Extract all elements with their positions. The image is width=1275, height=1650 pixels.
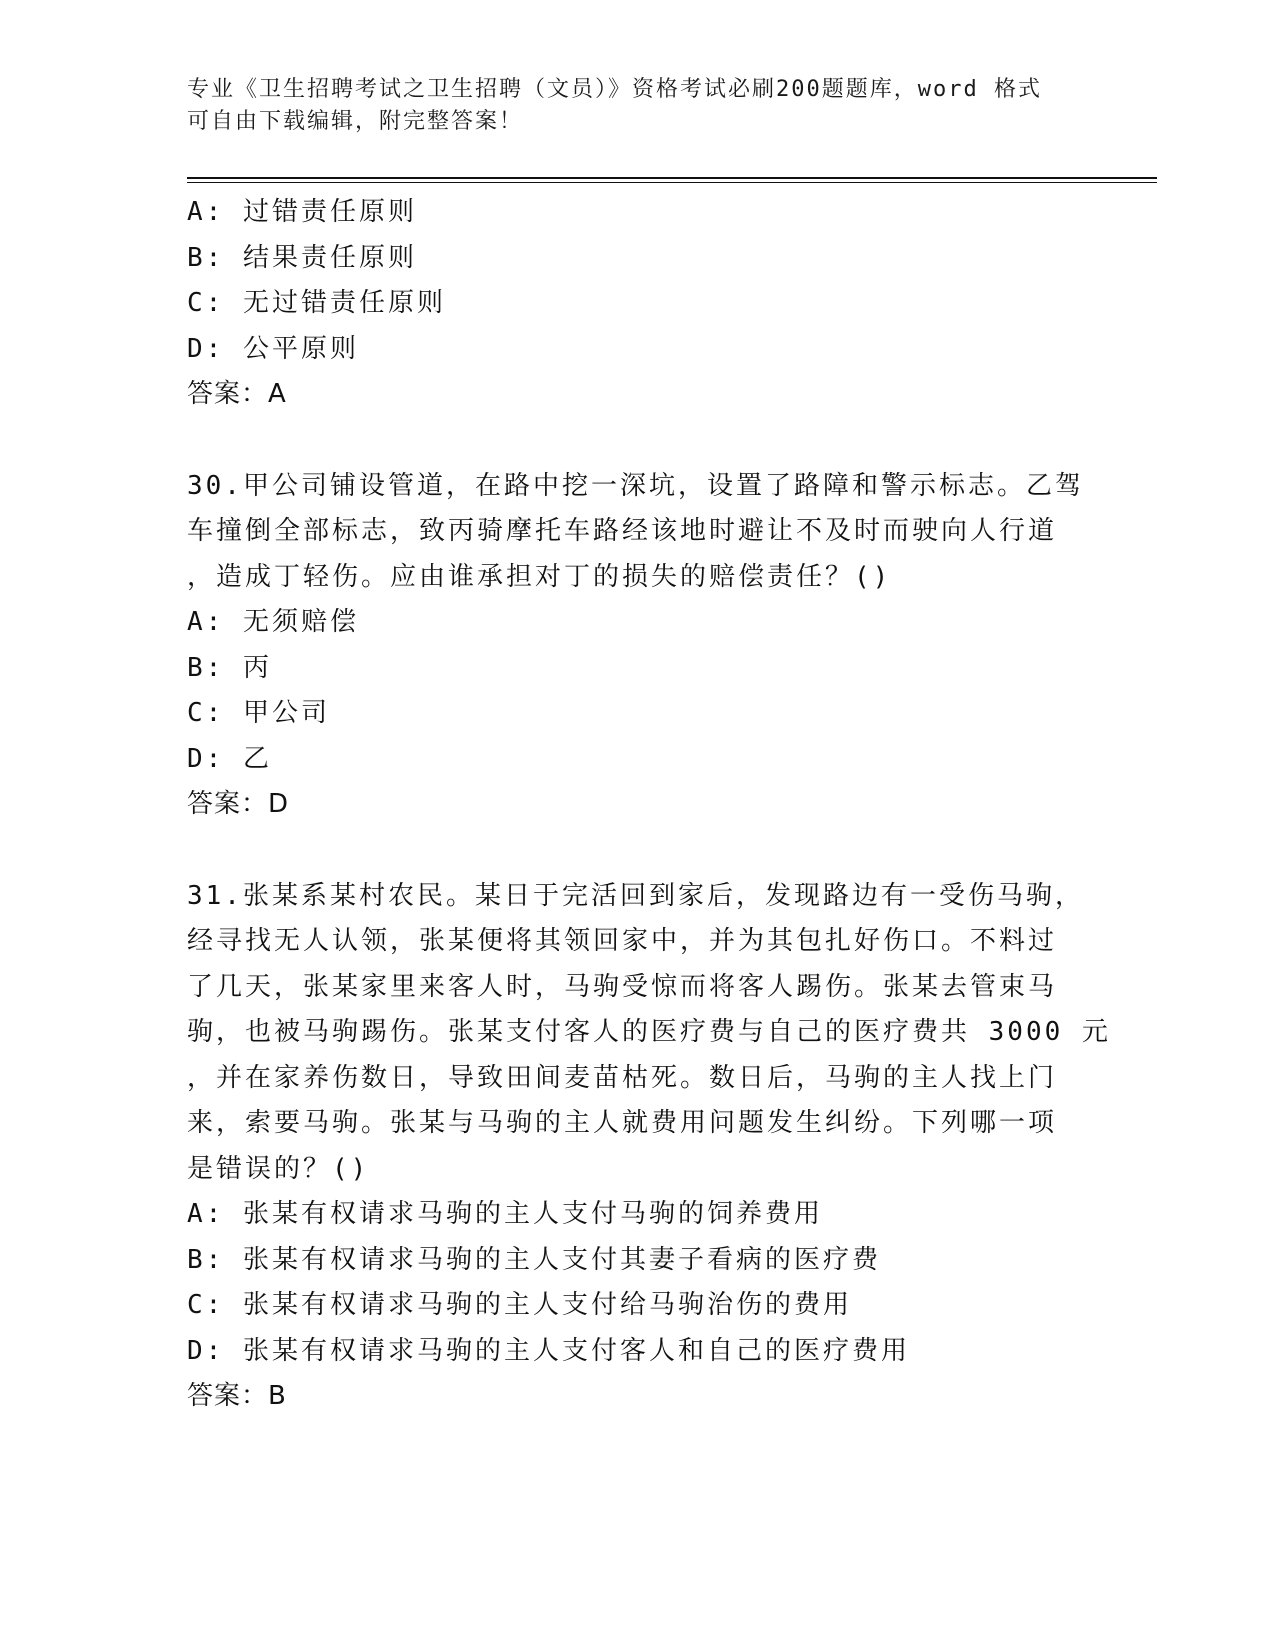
option-b: B: 结果责任原则 — [187, 242, 417, 273]
answer: 答案：A — [187, 379, 287, 409]
question-stem-line: 30.甲公司铺设管道，在路中挖一深坑，设置了路障和警示标志。乙驾 — [187, 470, 1084, 501]
spacer — [187, 828, 1087, 874]
header-divider-thin — [187, 182, 1157, 183]
question-stem-line: 了几天，张某家里来客人时，马驹受惊而将客人踢伤。张某去管束马 — [187, 971, 1058, 1002]
option-c: C: 甲公司 — [187, 698, 330, 728]
answer: 答案：D — [187, 789, 290, 819]
question-stem-line: ，并在家养伤数日，导致田间麦苗枯死。数日后，马驹的主人找上门 — [187, 1062, 1058, 1093]
question-30 — [187, 464, 1087, 828]
option-d: D: 张某有权请求马驹的主人支付客人和自己的医疗费用 — [187, 1335, 910, 1366]
header-line-1: 专业《卫生招聘考试之卫生招聘（文员）》资格考试必刷200题题库，word 格式 — [187, 77, 1042, 102]
header-divider-thick — [187, 177, 1157, 179]
option-a: A: 张某有权请求马驹的主人支付马驹的饲养费用 — [187, 1199, 823, 1229]
question-29 — [187, 190, 1087, 418]
question-stem-line: 是错误的？() — [187, 1153, 370, 1184]
question-stem-line: 31.张某系某村农民。某日于完活回到家后，发现路边有一受伤马驹， — [187, 880, 1084, 911]
answer: 答案：B — [187, 1381, 287, 1411]
option-a: A: 过错责任原则 — [187, 197, 417, 227]
question-stem-line: 来，索要马驹。张某与马驹的主人就费用问题发生纠纷。下列哪一项 — [187, 1108, 1058, 1138]
question-stem-line: ，造成丁轻伤。应由谁承担对丁的损失的赔偿责任？() — [187, 561, 892, 592]
option-d: D: 乙 — [187, 743, 272, 774]
option-b: B: 丙 — [187, 652, 272, 683]
spacer — [187, 418, 1087, 464]
option-c: C: 张某有权请求马驹的主人支付给马驹治伤的费用 — [187, 1290, 852, 1320]
question-31 — [187, 874, 1111, 1420]
document-header — [187, 74, 1067, 138]
option-d: D: 公平原则 — [187, 333, 359, 364]
question-stem-line: 驹，也被马驹踢伤。张某支付客人的医疗费与自己的医疗费共 3000 元 — [187, 1017, 1111, 1047]
question-stem-line: 车撞倒全部标志，致丙骑摩托车路经该地时避让不及时而驶向人行道 — [187, 516, 1058, 546]
option-a: A: 无须赔偿 — [187, 607, 359, 637]
header-line-2: 可自由下载编辑，附完整答案！ — [187, 109, 524, 134]
option-b: B: 张某有权请求马驹的主人支付其妻子看病的医疗费 — [187, 1244, 881, 1275]
question-stem-line: 经寻找无人认领，张某便将其领回家中，并为其包扎好伤口。不料过 — [187, 926, 1058, 956]
option-c: C: 无过错责任原则 — [187, 288, 446, 318]
question-list — [187, 190, 1111, 1420]
